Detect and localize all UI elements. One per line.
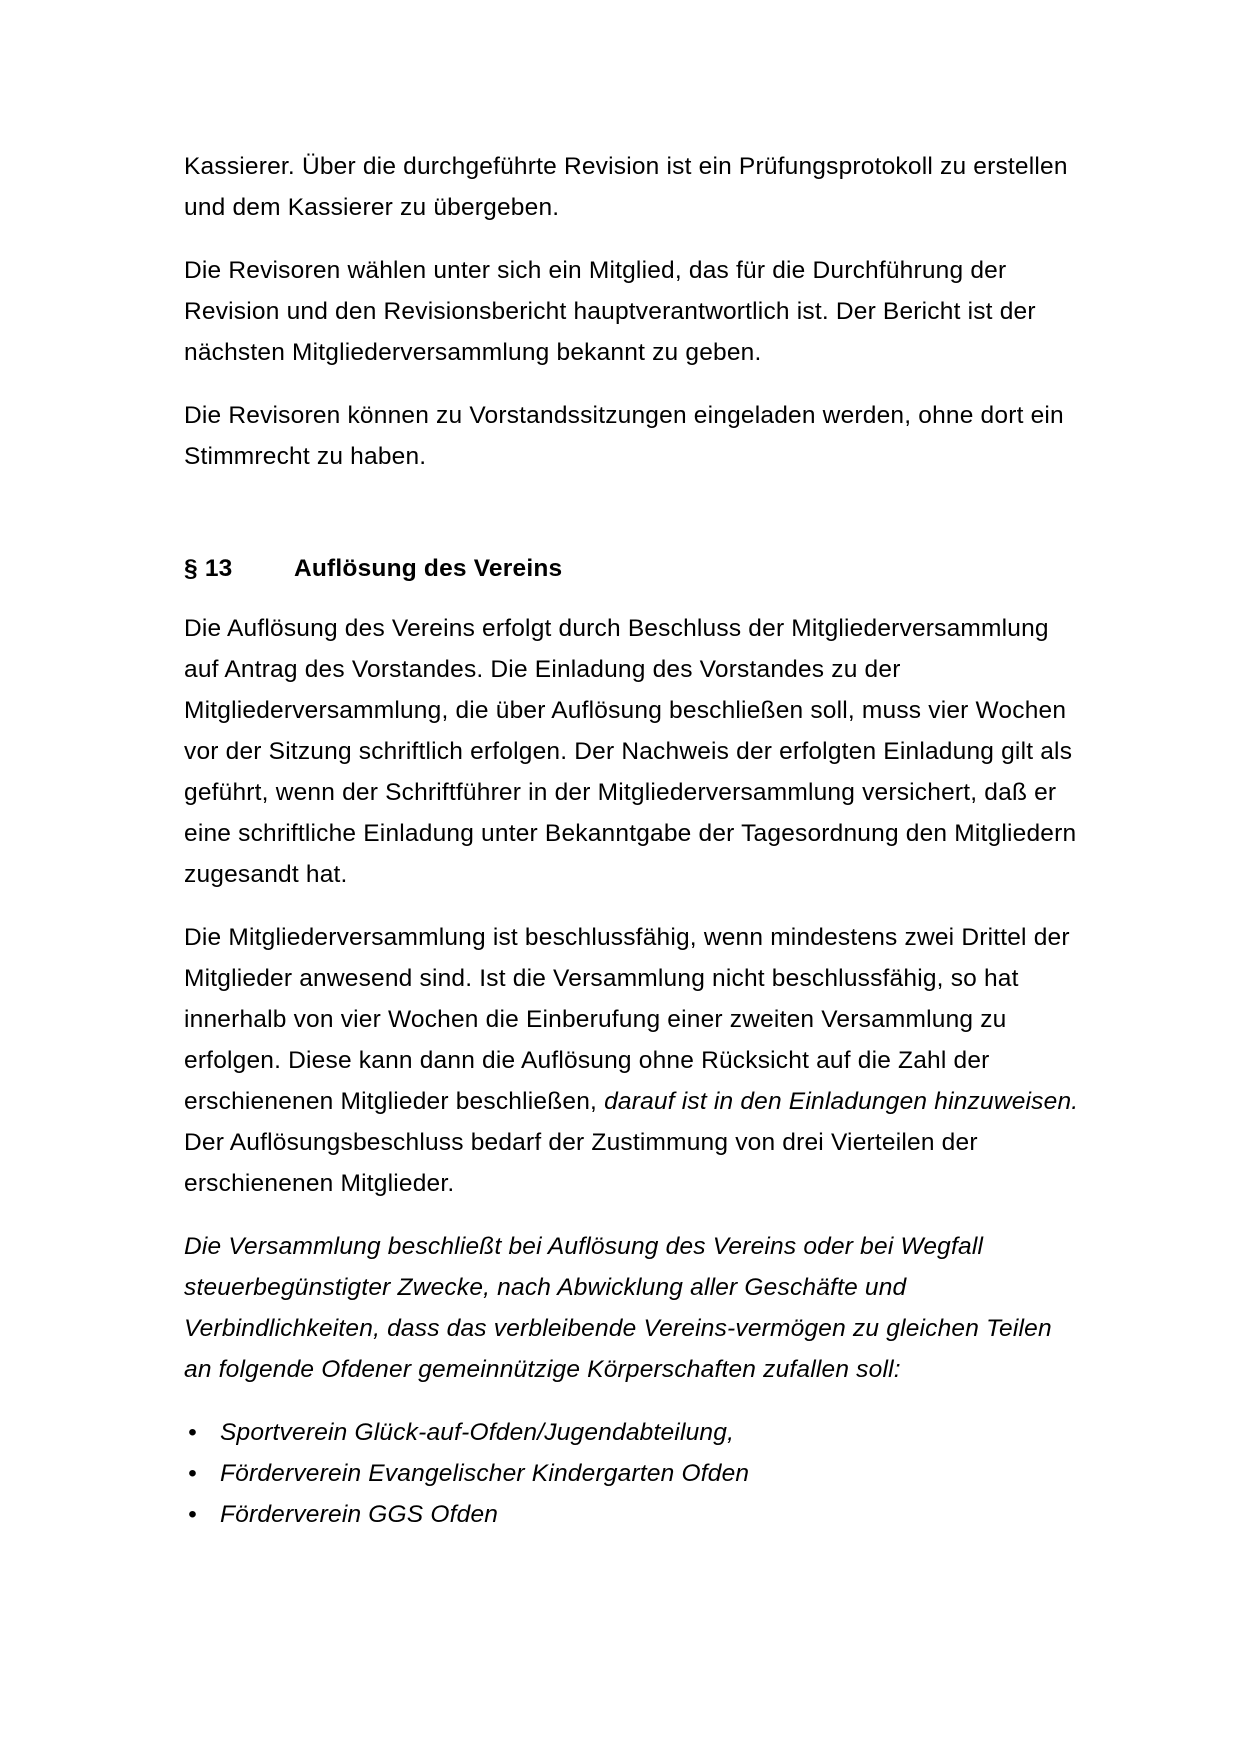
section-number: § 13 bbox=[184, 555, 233, 582]
list-item bbox=[184, 1412, 1084, 1453]
quorum-text-emphasis: darauf ist in den Einladungen hinzuweisen. bbox=[604, 1088, 1079, 1115]
list-item bbox=[184, 1453, 1084, 1494]
paragraph-auditors-board-meetings: Die Revisoren können zu Vorstandssitzungen eingeladen werden, ohne dort ein Stimmrecht zu haben. bbox=[184, 402, 1064, 470]
list-item-text: Förderverein GGS Ofden bbox=[220, 1501, 499, 1528]
quorum-text-part-3: Der Auflösungsbeschluss bedarf der Zustimmung von drei Vierteilen der erschienenen Mitglieder. bbox=[184, 1129, 978, 1197]
section-title: Auflösung des Vereins bbox=[294, 555, 563, 582]
bullet-icon: • bbox=[188, 1501, 197, 1528]
quorum-text-part-1: Die Mitgliederversammlung ist beschlussfähig, wenn mindestens zwei Drittel der Mitglieder anwesend sind. Ist die Versammlung nicht beschlussfähig, so hat innerhalb von vier Wochen die Einberufung einer zweiten Versammlung zu erfolgen. Diese kann dann die Auflösung ohne Rücksicht auf die Zahl der erschienenen Mitglieder beschließen, bbox=[184, 924, 1070, 1115]
list-item-text: Förderverein Evangelischer Kindergarten Ofden bbox=[220, 1460, 750, 1487]
bullet-icon: • bbox=[188, 1419, 197, 1446]
paragraph-audit-protocol: Kassierer. Über die durchgeführte Revision ist ein Prüfungsprotokoll zu erstellen und dem Kassierer zu übergeben. bbox=[184, 153, 1068, 221]
list-item bbox=[184, 1494, 1084, 1535]
paragraph-asset-distribution: Die Versammlung beschließt bei Auflösung des Vereins oder bei Wegfall steuerbegünstigter Zwecke, nach Abwicklung aller Geschäfte und Verbindlichkeiten, dass das verbleibende Vereins-vermögen zu gleichen Teilen an folgende Ofdener gemeinnützige Körperschaften zufallen soll: bbox=[184, 1233, 1052, 1383]
section-heading bbox=[184, 548, 1084, 589]
bullet-icon: • bbox=[188, 1460, 197, 1487]
paragraph-auditors-responsibility: Die Revisoren wählen unter sich ein Mitglied, das für die Durchführung der Revision und den Revisionsbericht hauptverantwortlich ist. Der Bericht ist der nächsten Mitgliederversammlung bekannt zu geben. bbox=[184, 257, 1036, 366]
page-content bbox=[184, 146, 1084, 1535]
list-item-text: Sportverein Glück-auf-Ofden/Jugendabteilung, bbox=[220, 1419, 735, 1446]
paragraph-quorum bbox=[184, 917, 1084, 1204]
beneficiary-list bbox=[184, 1412, 1084, 1535]
paragraph-dissolution-procedure: Die Auflösung des Vereins erfolgt durch Beschluss der Mitgliederversammlung auf Antrag des Vorstandes. Die Einladung des Vorstandes zu der Mitgliederversammlung, die über Auflösung beschließen soll, muss vier Wochen vor der Sitzung schriftlich erfolgen. Der Nachweis der erfolgten Einladung gilt als geführt, wenn der Schriftführer in der Mitgliederversammlung versichert, daß er eine schriftliche Einladung unter Bekanntgabe der Tagesordnung den Mitgliedern zugesandt hat. bbox=[184, 615, 1077, 888]
